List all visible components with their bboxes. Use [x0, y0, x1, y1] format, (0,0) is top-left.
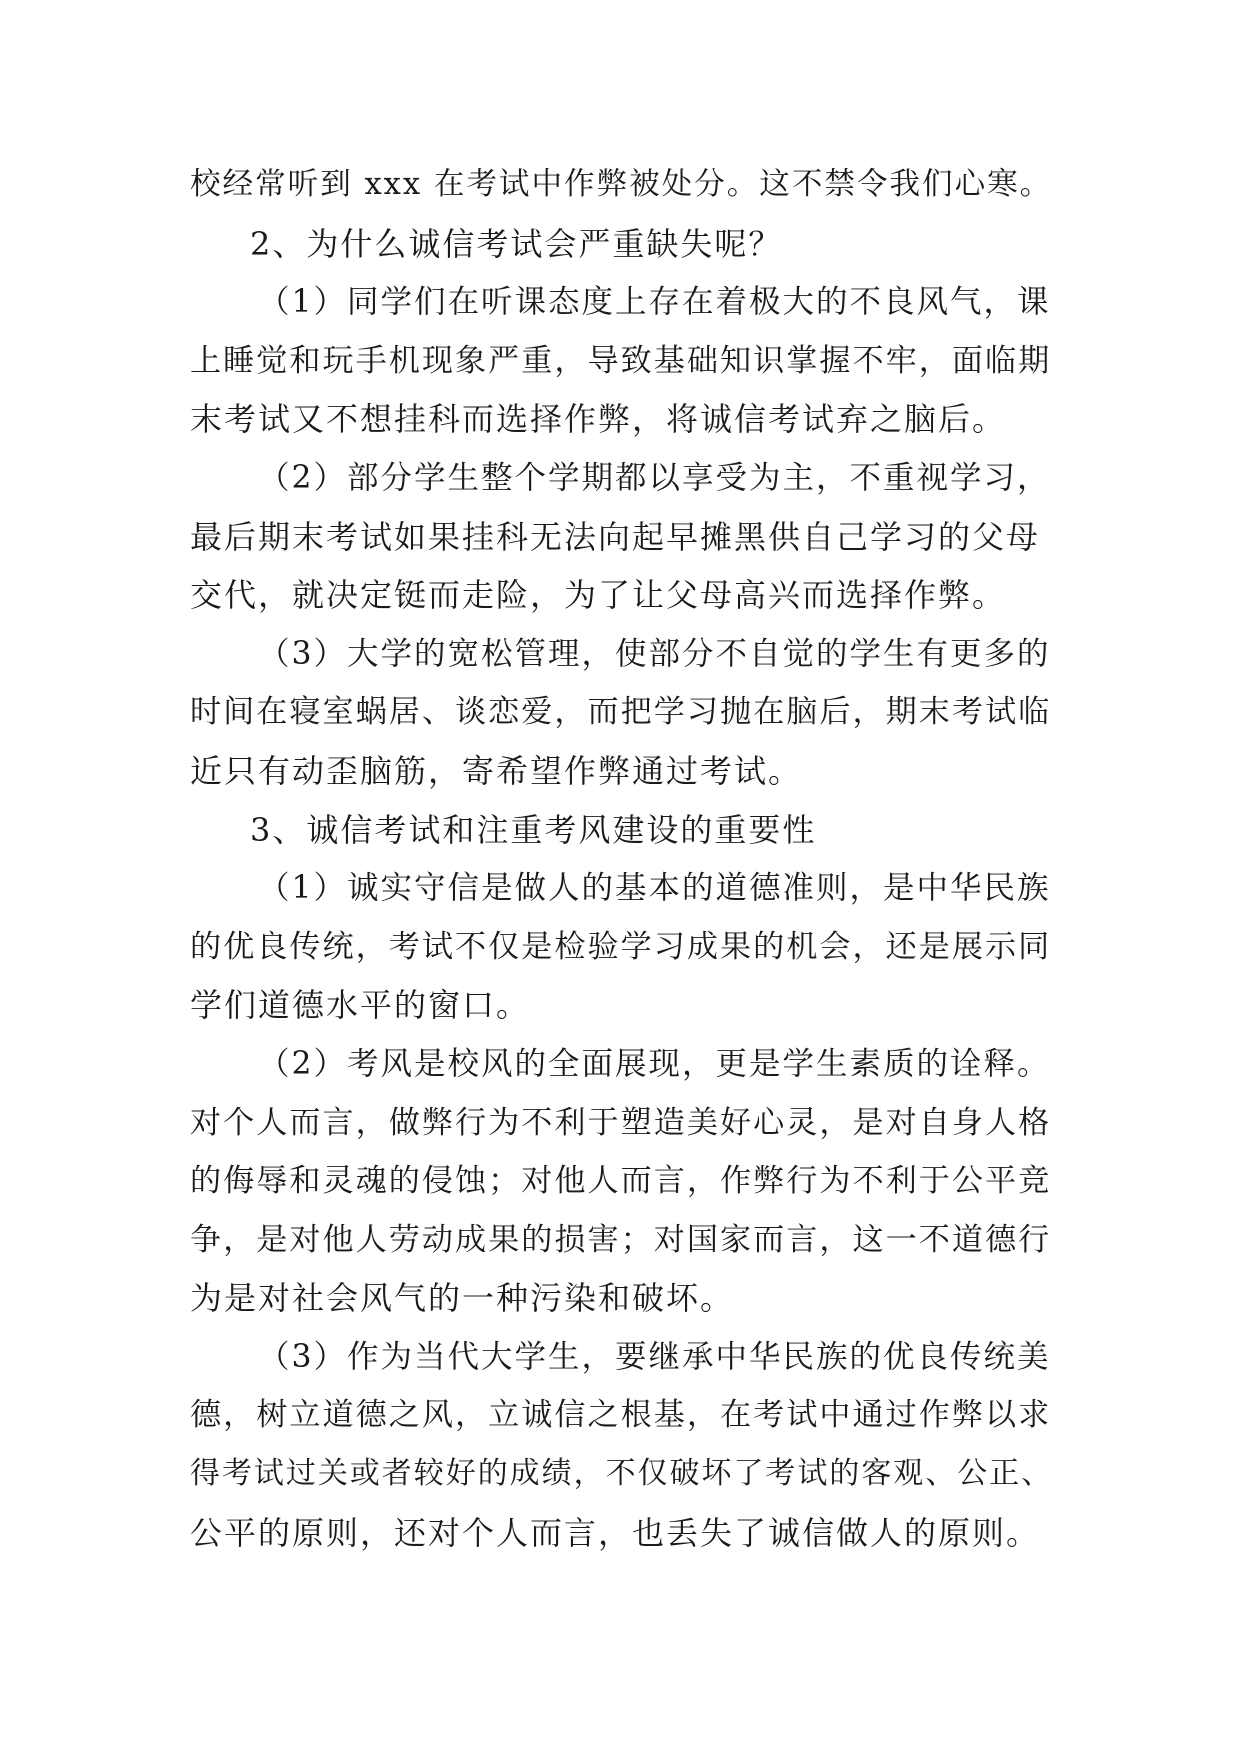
text-line: （2）考风是校风的全面展现，更是学生素质的诠释。: [258, 1045, 1051, 1082]
text-line: 学们道德水平的窗口。: [190, 986, 531, 1025]
text-line: 德，树立道德之风，立诚信之根基，在考试中通过作弊以求: [190, 1397, 1052, 1434]
text-line: 校经常听到 xxx 在考试中作弊被处分。这不禁令我们心寒。: [190, 167, 1053, 202]
text-line: （1）诚实守信是做人的基本的道德准则，是中华民族: [258, 870, 1051, 907]
text-line: 对个人而言，做弊行为不利于塑造美好心灵，是对自身人格: [190, 1104, 1052, 1141]
text-line: 的侮辱和灵魂的侵蚀；对他人而言，作弊行为不利于公平竞: [190, 1163, 1052, 1200]
text-line: 末考试又不想挂科而选择作弊，将诚信考试弃之脑后。: [190, 400, 1007, 439]
text-line: 的优良传统，考试不仅是检验学习成果的机会，还是展示同: [190, 928, 1052, 965]
text-line: 最后期末考试如果挂科无法向起早摊黑供自己学习的父母: [190, 517, 1041, 556]
text-line: 交代，就决定铤而走险，为了让父母高兴而选择作弊。: [190, 576, 1007, 615]
text-line: （3）大学的宽松管理，使部分不自觉的学生有更多的: [258, 635, 1051, 672]
text-line: （3）作为当代大学生，要继承中华民族的优良传统美: [258, 1338, 1051, 1375]
text-line: （2）部分学生整个学期都以享受为主，不重视学习，: [258, 459, 1051, 496]
text-line: 近只有动歪脑筋，寄希望作弊通过考试。: [190, 751, 803, 790]
text-line: 得考试过关或者较好的成绩，不仅破坏了考试的客观、公正、: [190, 1456, 1054, 1492]
text-line: 公平的原则，还对个人而言，也丢失了诚信做人的原则。: [190, 1513, 1041, 1552]
text-line: 时间在寝室蜗居、谈恋爱，而把学习抛在脑后，期末考试临: [190, 694, 1052, 731]
body-text: [190, 156, 1054, 1562]
text-line: 为是对社会风气的一种污染和破坏。: [190, 1279, 735, 1318]
text-line: 争，是对他人劳动成果的损害；对国家而言，这一不道德行: [190, 1221, 1052, 1258]
text-line: 上睡觉和玩手机现象严重，导致基础知识掌握不牢，面临期: [190, 342, 1052, 379]
text-line: （1）同学们在听课态度上存在着极大的不良风气，课: [258, 284, 1051, 321]
section-heading: 2、为什么诚信考试会严重缺失呢？: [250, 224, 783, 263]
section-heading: 3、诚信考试和注重考风建设的重要性: [250, 810, 817, 849]
